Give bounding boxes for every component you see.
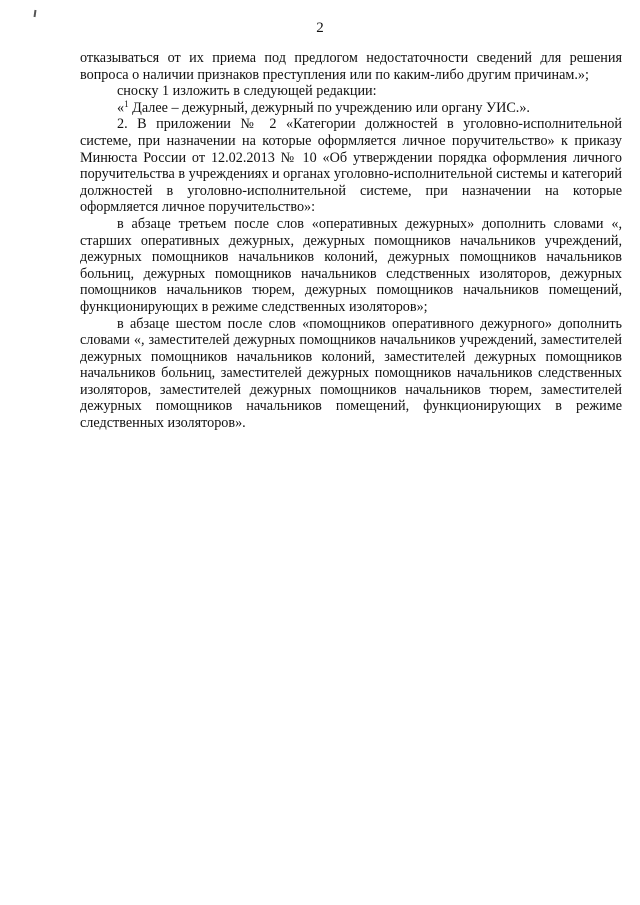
document-body — [80, 50, 622, 432]
paragraph-sixth-abzac: в абзаце шестом после слов «помощников оперативного дежурного» дополнить словами «, заместителей дежурных помощников начальников учреждений, заместителей дежурных помощников начальников колоний, заместителей дежурных помощников начальников больниц, заместителей дежурных помощников начальников следственных изоляторов, заместителей дежурных помощников начальников тюрем, заместителей дежурных помощников начальников помещений, функционирующих в режиме следственных изоляторов». — [80, 315, 622, 432]
paragraph-appendix-2: 2. В приложении № 2 «Категории должностей в уголовно-исполнительной системе, при назначении на которые оформляется личное поручительство» к приказу Минюста России от 12.02.2013 № 10 «Об утверждении порядка оформления личного поручительства в учреждениях и органах уголовно-исполнительной системы и категорий должностей в уголовно-исполнительной системе, при назначении на которые оформляется личное поручительство»: — [80, 116, 622, 216]
footnote-body: Далее – дежурный, дежурный по учреждению или органу УИС.». — [128, 99, 530, 116]
footnote-marker: 1 — [124, 98, 129, 109]
footnote-open-quote: « — [117, 99, 125, 116]
scan-mark — [34, 10, 37, 17]
paragraph-continuation: отказываться от их приема под предлогом недостаточности сведений для решения вопроса о наличии признаков преступления или по каким-либо другим причинам.»; — [80, 50, 622, 83]
page-number: 2 — [316, 20, 324, 36]
paragraph-footnote-instruction: сноску 1 изложить в следующей редакции: — [117, 83, 377, 100]
paragraph-third-abzac: в абзаце третьем после слов «оперативных дежурных» дополнить словами «, старших оперативных дежурных, дежурных помощников начальников учреждений, дежурных помощников начальников колоний, дежурных помощников начальников больниц, дежурных помощников начальников следственных изоляторов, дежурных помощников начальников тюрем, дежурных помощников начальников помещений, функционирующих в режиме следственных изоляторов»; — [80, 215, 622, 315]
paragraph-footnote-text — [80, 100, 622, 117]
